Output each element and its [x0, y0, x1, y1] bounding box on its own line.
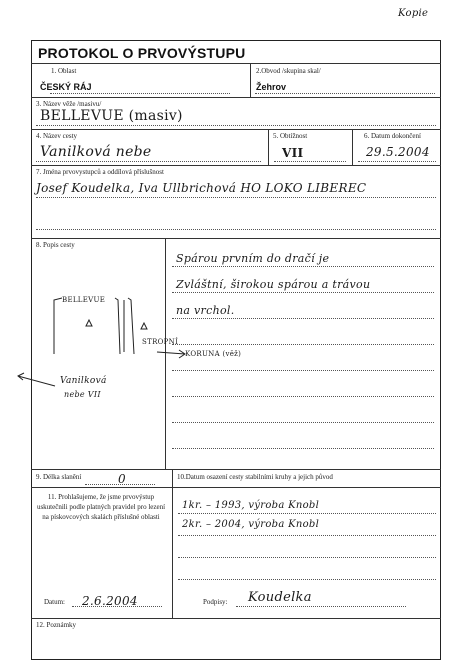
value-prvovystupci: Josef Koudelka, Iva Ullbrichová HO LOKO LIBEREC: [36, 181, 367, 195]
label-cesta: 4. Název cesty: [36, 132, 78, 140]
sketch-route-name-line2: nebe VII: [64, 390, 101, 399]
value-popis-line1: Spárou prvním do dračí je: [176, 252, 330, 265]
side-tower-marker: [141, 323, 147, 329]
form-title: PROTOKOL O PRVOVÝSTUPU: [38, 45, 246, 61]
sketch-side-tower-label: STROPNÍ: [142, 338, 179, 346]
value-datum-dokonceni: 29.5.2004: [366, 145, 430, 159]
sketch-tower-label: BELLEVUE: [62, 296, 106, 304]
route-pointer-arrow: [18, 373, 55, 386]
label-obtiznost: 5. Obtížnost: [273, 132, 308, 140]
label-osazeni: 10.Datum osazení cesty stabilními kruhy a jejich původ: [177, 473, 333, 481]
label-podpisy: Podpisy:: [203, 598, 228, 606]
label-oblast: 1. Oblast: [51, 67, 77, 75]
value-obvod: Žehrov: [256, 82, 287, 92]
tower-right-outline: [128, 298, 134, 354]
label-datum-dokonceni: 6. Datum dokončení: [364, 132, 421, 140]
label-prohlaseni: 11. Prohlašujeme, že jsme prvovýstup uskutečnili podle platných pravidel pro lezení na pískovcových skalách příslušné oblasti: [36, 493, 166, 521]
tower-marker: [86, 320, 92, 326]
sketch-route-top-label: KORUNA (věž): [185, 350, 242, 358]
value-osazeni-line1: 1kr. – 1993, výroba Knobl: [182, 500, 320, 511]
label-obvod: 2.Obvod /skupina skal/: [256, 67, 321, 75]
tower-left-outline: [54, 298, 62, 354]
value-podpis: Koudelka: [248, 590, 312, 605]
label-prvovystupci: 7. Jména prvovystupců a oddílová příslušnost: [36, 168, 164, 176]
corner-note: Kopie: [398, 8, 429, 19]
label-popis: 8. Popis cesty: [36, 241, 75, 249]
label-delka-slaneni: 9. Délka slanění: [36, 473, 82, 481]
tower-left-outline: [115, 298, 120, 354]
value-cesta: Vanilková nebe: [40, 144, 152, 160]
value-osazeni-line2: 2kr. – 2004, výroba Knobl: [182, 519, 320, 530]
label-poznamky: 12. Poznámky: [36, 621, 77, 629]
label-vez: 3. Název věže /masivu/: [36, 100, 102, 108]
value-popis-line3: na vrchol.: [176, 304, 235, 317]
value-vez: BELLEVUE (masiv): [40, 108, 183, 124]
value-obtiznost: VII: [282, 146, 304, 160]
value-popis-line2: Zvláštní, širokou spárou a trávou: [176, 278, 371, 291]
sketch-route-name-line1: Vanilková: [60, 376, 107, 386]
value-delka-slaneni: 0: [118, 472, 126, 486]
value-datum: 2.6.2004: [82, 594, 138, 608]
label-datum: Datum:: [44, 598, 65, 606]
value-oblast: ČESKÝ RÁJ: [40, 82, 92, 92]
summit-arrow: [157, 350, 185, 358]
